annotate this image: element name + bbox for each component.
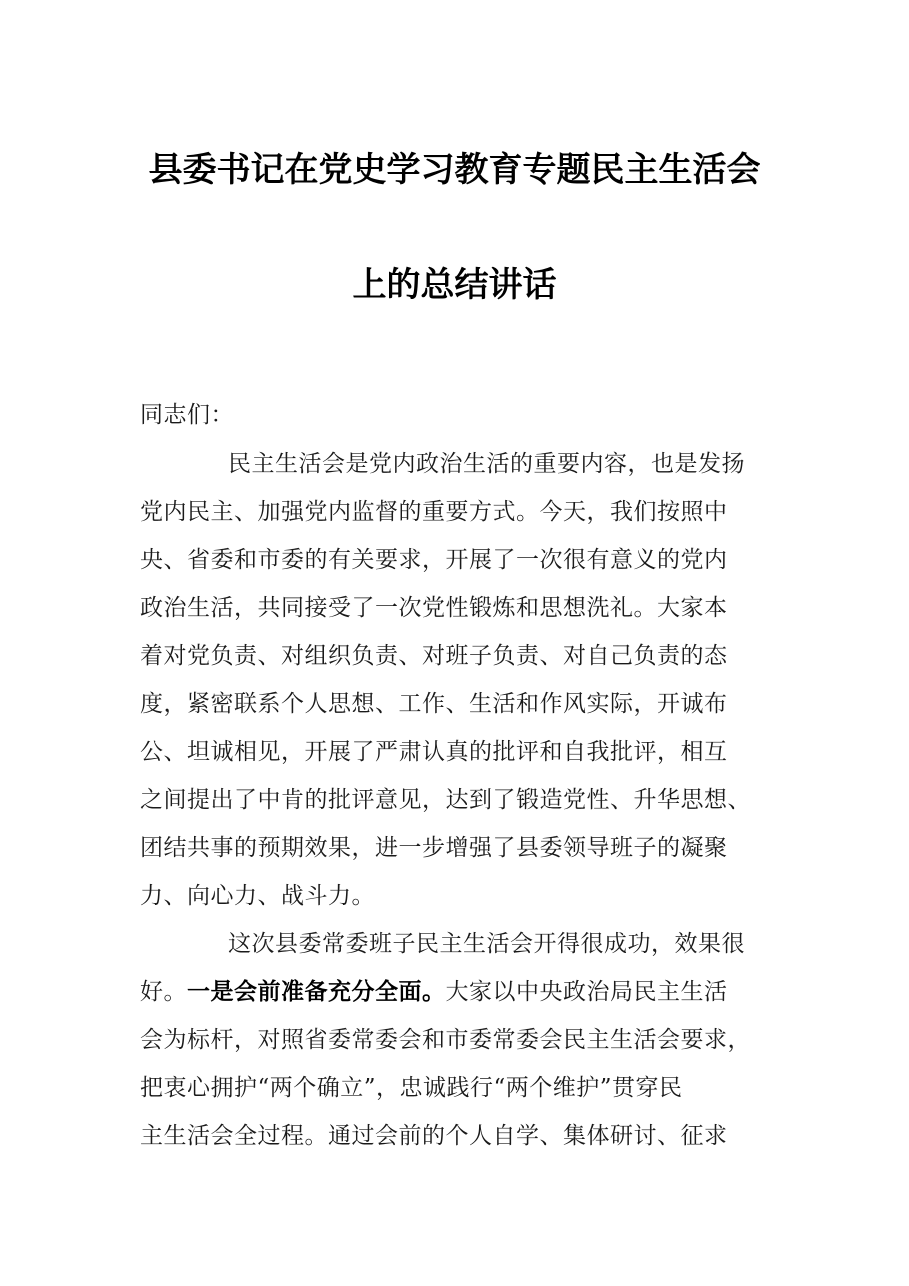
paragraph-line: 这次县委常委班子民主生活会开得很成功，效果很 (228, 931, 745, 957)
paragraph-line: 会为标杆，对照省委常委会和市委常委会民主生活会要求， (140, 1027, 751, 1053)
paragraph-line: 团结共事的预期效果，进一步增强了县委领导班子的凝聚 (140, 835, 728, 861)
salutation: 同志们： (140, 402, 234, 428)
paragraph-line: 度，紧密联系个人思想、工作、生活和作风实际，开诚布 (140, 691, 728, 717)
paragraph-2 (140, 920, 770, 1160)
paragraph-line: 主生活会全过程。通过会前的个人自学、集体研讨、征求 (140, 1123, 728, 1149)
bold-heading: 一是会前准备充分全面。 (187, 978, 446, 1005)
paragraph-line: 央、省委和市委的有关要求，开展了一次很有意义的党内 (140, 547, 728, 573)
document-title-line-2: 上的总结讲话 (352, 265, 557, 305)
paragraph-line: 力、向心力、战斗力。 (140, 883, 375, 909)
paragraph-1 (140, 440, 770, 920)
paragraph-line: 政治生活，共同接受了一次党性锻炼和思想洗礼。大家本 (140, 595, 728, 621)
paragraph-line: 党内民主、加强党内监督的重要方式。今天，我们按照中 (140, 499, 728, 525)
paragraph-line: 公、坦诚相见，开展了严肃认真的批评和自我批评，相互 (140, 739, 728, 765)
paragraph-line: 民主生活会是党内政治生活的重要内容，也是发扬 (228, 451, 745, 477)
paragraph-line: 把衷心拥护“两个确立”，忠诚践行“两个维护”贯穿民 (140, 1075, 683, 1101)
line-suffix: 大家以中央政治局民主生活 (445, 979, 728, 1005)
paragraph-line-with-emphasis (140, 968, 770, 1016)
line-prefix: 好。 (140, 979, 187, 1005)
paragraph-line: 之间提出了中肯的批评意见，达到了锻造党性、升华思想、 (140, 787, 751, 813)
paragraph-line: 着对党负责、对组织负责、对班子负责、对自己负责的态 (140, 643, 728, 669)
document-title-line-1: 县委书记在党史学习教育专题民主生活会 (148, 150, 761, 190)
